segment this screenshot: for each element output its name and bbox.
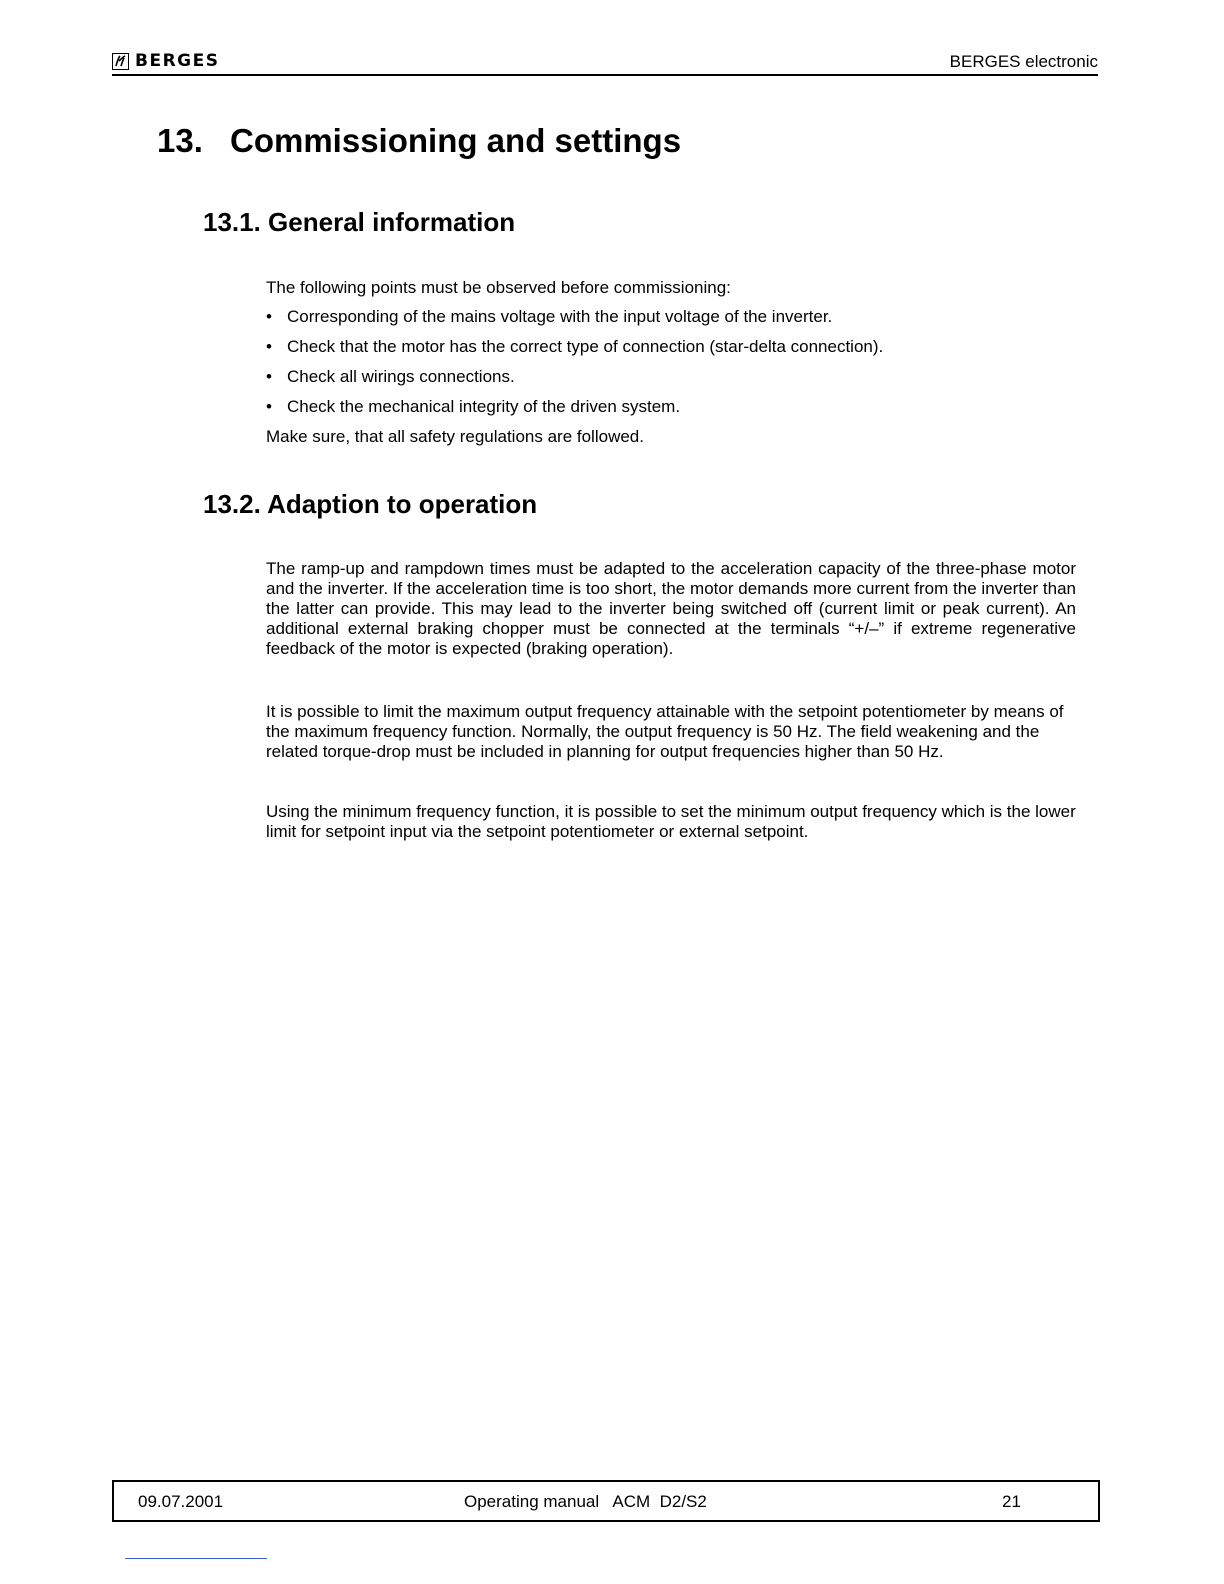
page-number: 21 <box>1002 1492 1021 1511</box>
section-heading-adaption: 13.2. Adaption to operation <box>203 489 538 519</box>
berges-logo-icon <box>112 53 129 70</box>
adaption-paragraph-max-frequency: It is possible to limit the maximum output frequency attainable with the setpoint potentiometer by means of the maximum frequency function. Normally, the output frequency is 50 Hz. The field weakening and the related torque-drop must be included in planning for output frequencies higher than 50 Hz. <box>266 702 1064 761</box>
chapter-number: 13. <box>157 122 203 159</box>
brand-name: BERGES <box>135 51 220 71</box>
general-info-block <box>266 278 1076 447</box>
chapter-heading: Commissioning and settings <box>230 122 682 159</box>
list-item: • Check the mechanical integrity of the driven system. <box>266 397 1076 427</box>
checklist <box>266 307 1076 427</box>
page-footer <box>112 1480 1100 1522</box>
header-company: BERGES electronic <box>949 52 1098 71</box>
list-item: • Check that the motor has the correct type of connection (star-delta connection). <box>266 337 1076 367</box>
list-item: • Check all wirings connections. <box>266 367 1076 397</box>
general-closing: Make sure, that all safety regulations are followed. <box>266 427 644 446</box>
adaption-paragraph-ramp: The ramp-up and rampdown times must be adapted to the acceleration capacity of the three-phase motor and the inverter. If the acceleration time is too short, the motor demands more current from the inverter than the latter can provide. This may lead to the inverter being switched off (current limit or peak current). An additional external braking chopper must be connected at the terminals “+/–” if extreme regenerative feedback of the motor is expected (braking operation). <box>266 559 1076 658</box>
chapter-title <box>157 122 681 160</box>
footer-date: 09.07.2001 <box>138 1492 224 1511</box>
link-underline <box>125 1558 267 1559</box>
section-heading-general: 13.1. General information <box>203 207 516 237</box>
general-intro: The following points must be observed before commissioning: <box>266 278 731 297</box>
berges-logo <box>112 52 219 70</box>
page-header <box>112 50 1098 76</box>
footer-manual-title: Operating manual ACM D2/S2 <box>464 1492 707 1511</box>
list-item: • Corresponding of the mains voltage with the input voltage of the inverter. <box>266 307 1076 337</box>
adaption-paragraph-min-frequency: Using the minimum frequency function, it is possible to set the minimum output frequency which is the lower limit for setpoint input via the setpoint potentiometer or external setpoint. <box>266 802 1076 841</box>
